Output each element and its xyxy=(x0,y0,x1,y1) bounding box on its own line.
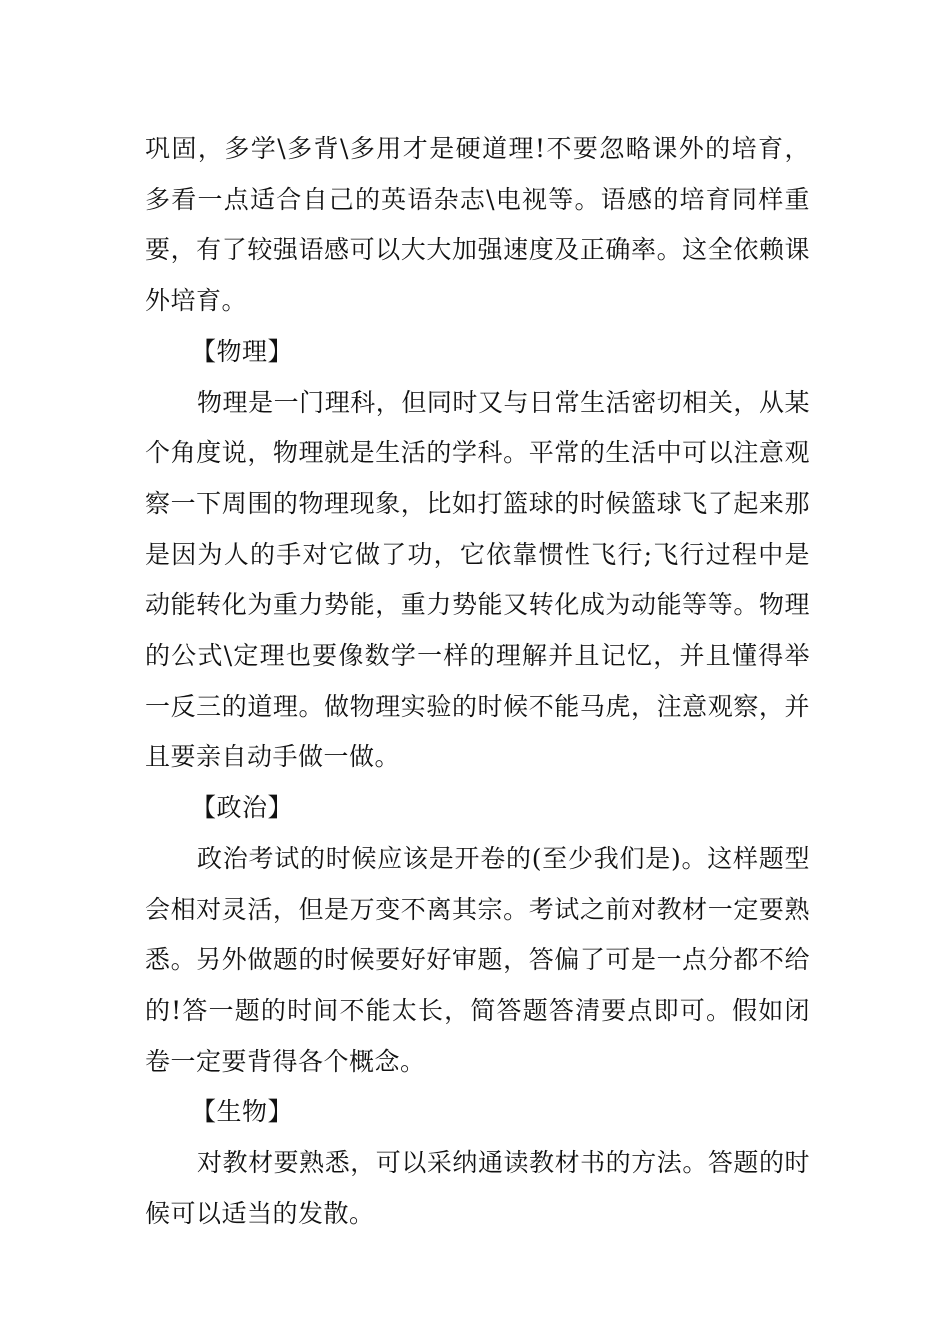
paragraph-physics: 物理是一门理科，但同时又与日常生活密切相关，从某个角度说，物理就是生活的学科。平常的生活中可以注意观察一下周围的物理现象，比如打篮球的时候篮球飞了起来那是因为人的手对它做了功，它依靠惯性飞行;飞行过程中是动能转化为重力势能，重力势能又转化成为动能等等。物理的公式\定理也要像数学一样的理解并且记忆，并且懂得举一反三的道理。做物理实验的时候不能马虎，注意观察，并且要亲自动手做一做。 xyxy=(145,387,810,772)
section-heading-biology: 【生物】 xyxy=(191,1097,294,1127)
section-heading-politics: 【政治】 xyxy=(191,793,294,823)
document-body xyxy=(145,124,810,1239)
paragraph-politics: 政治考试的时候应该是开卷的(至少我们是)。这样题型会相对灵活，但是万变不离其宗。考试之前对教材一定要熟悉。另外做题的时候要好好审题，答偏了可是一点分都不给的!答一题的时间不能太长，简答题答清要点即可。假如闭卷一定要背得各个概念。 xyxy=(145,843,810,1076)
section-heading-physics: 【物理】 xyxy=(191,336,294,366)
paragraph-biology: 对教材要熟悉，可以采纳通读教材书的方法。答题的时候可以适当的发散。 xyxy=(145,1148,810,1228)
paragraph-english-tips: 巩固，多学\多背\多用才是硬道理!不要忽略课外的培育，多看一点适合自己的英语杂志\电视等。语感的培育同样重要，有了较强语感可以大大加强速度及正确率。这全依赖课外培育。 xyxy=(145,134,810,316)
